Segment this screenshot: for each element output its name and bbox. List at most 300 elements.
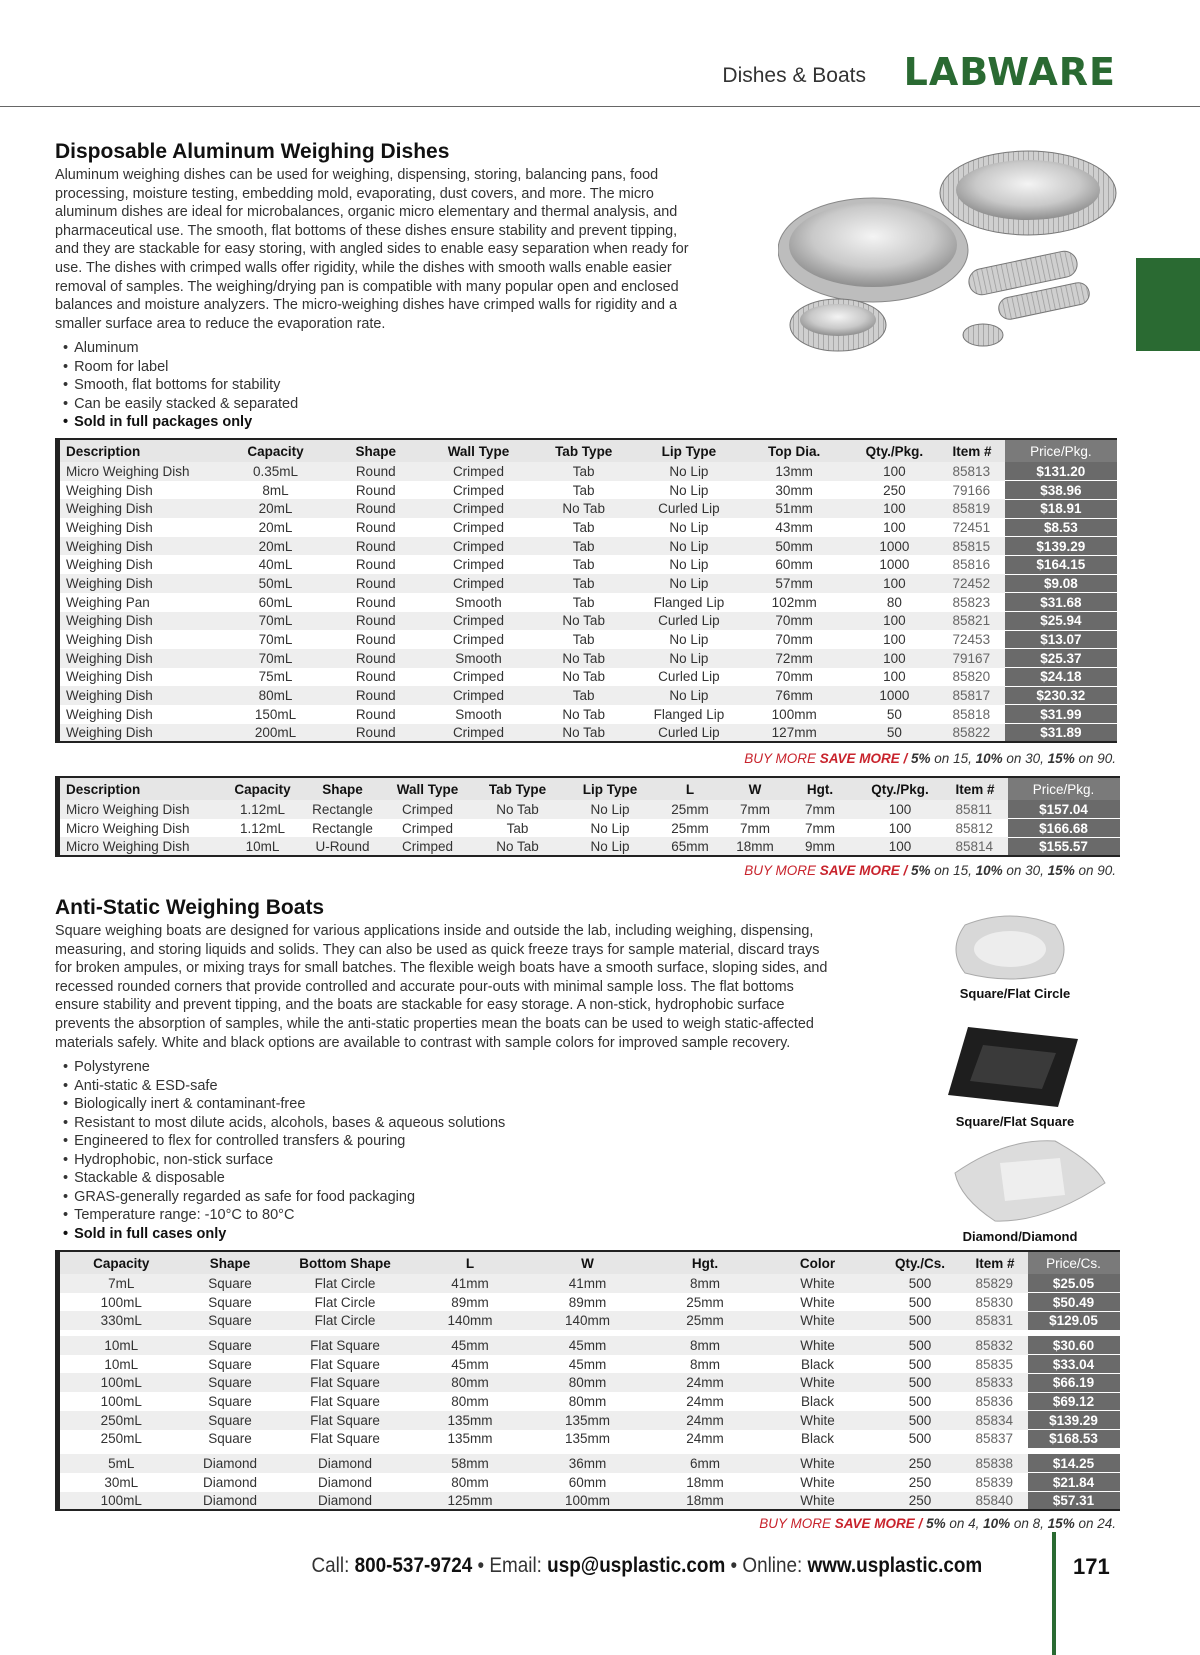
section-subtitle: Dishes & Boats [722, 64, 866, 87]
table-cell: Square [183, 1411, 278, 1430]
table-cell: $31.89 [1005, 724, 1117, 743]
table-cell: Flanged Lip [653, 594, 725, 610]
table-cell: Round [328, 499, 423, 518]
table-cell: 76mm [744, 686, 844, 705]
table-row [58, 574, 1118, 593]
table-cell: No Lip [563, 800, 658, 819]
table-cell: 43mm [775, 519, 813, 535]
table-row [58, 481, 1118, 500]
table-cell: Diamond [278, 1492, 413, 1511]
table-cell: Tab [572, 632, 595, 648]
table-cell: White [763, 1411, 873, 1430]
weighing-boats-table [55, 1250, 1120, 1511]
table-cell: Round [355, 706, 396, 722]
table-cell: 30mm [775, 482, 813, 498]
table-cell: 100mL [100, 1294, 142, 1310]
table-cell: U-Round [303, 837, 383, 856]
table-cell: Round [328, 574, 423, 593]
table-row [58, 1274, 1120, 1293]
page-number: 171 [1073, 1554, 1110, 1579]
table-cell: 250 [873, 1454, 968, 1473]
phone-number[interactable]: 800-537-9724 [354, 1554, 473, 1577]
table-cell: 500 [908, 1294, 932, 1310]
feature-bullet: • Aluminum [63, 339, 298, 358]
buy-more-text: BUY MORE [759, 1516, 835, 1531]
table-cell: 135mm [447, 1431, 493, 1447]
buy-more-text: / [899, 751, 912, 766]
table-cell: 13mm [744, 462, 844, 481]
table-cell: 36mm [528, 1454, 648, 1473]
table-cell: White [763, 1311, 873, 1330]
table-cell: 85838 [968, 1454, 1028, 1473]
feature-bullet: • Can be easily stacked & separated [63, 395, 298, 414]
table-cell: 140mm [413, 1311, 528, 1330]
table-cell: No Lip [634, 462, 744, 481]
table-cell: 70mL [223, 612, 328, 631]
table-cell: 85811 [948, 800, 1008, 819]
table-row [58, 518, 1118, 537]
column-header: Tab Type [534, 439, 634, 462]
table-cell: 25mm [671, 820, 709, 836]
table-cell: Square [183, 1274, 278, 1293]
table-cell: Weighing Dish [66, 632, 153, 648]
table-row [58, 555, 1118, 574]
table-cell: 100 [883, 632, 906, 648]
table-cell: Weighing Dish [58, 649, 223, 668]
table-cell: 100 [853, 800, 948, 819]
table-cell: 45mm [451, 1356, 489, 1372]
buy-more-text: on 90. [1074, 863, 1116, 878]
description-line: balances and moisture analyzers. The micro-weighing dishes have crimped walls for rigidity and a [55, 297, 678, 314]
table-cell: 85819 [945, 499, 1005, 518]
table-cell: 70mL [258, 632, 293, 648]
buy-more-text: on 24. [1074, 1516, 1116, 1531]
column-header: Capacity [58, 1251, 183, 1274]
buy-more-text: 15% [1047, 751, 1075, 766]
table-cell: $129.05 [1028, 1311, 1120, 1330]
table-cell: No Lip [634, 686, 744, 705]
table-cell: 1000 [879, 557, 910, 573]
table-cell: 250 [883, 482, 906, 498]
table-cell: Square [183, 1311, 278, 1330]
table-cell: White [763, 1454, 873, 1473]
table-cell: No Tab [534, 499, 634, 518]
table-cell: Round [328, 724, 423, 743]
buy-more-text: / [914, 1516, 927, 1531]
table-cell: 1000 [844, 537, 944, 556]
table-cell: 72451 [952, 519, 991, 535]
description-line: for broken ampules, or mixing trays for small batches. The flexible weigh boats have a smooth surface, sloping sides, and [55, 960, 828, 977]
table-cell: Round [355, 557, 396, 573]
column-header: Price/Pkg. [1008, 777, 1120, 800]
table-cell: Diamond [202, 1474, 258, 1490]
table-row [58, 1392, 1120, 1411]
table-cell: Square [183, 1336, 278, 1355]
table-cell: 7mm [723, 800, 788, 819]
column-header: Item # [945, 439, 1005, 462]
table-cell: No Lip [669, 519, 709, 535]
table-cell: Flanged Lip [653, 706, 725, 722]
table-cell: 58mm [413, 1454, 528, 1473]
table-cell: Crimped [452, 519, 504, 535]
table-cell: Flat Circle [314, 1294, 376, 1310]
table-cell: 50mL [223, 574, 328, 593]
table-cell: White [763, 1373, 873, 1392]
table-cell: 85815 [945, 537, 1005, 556]
black-flat-square-boat-photo [938, 1017, 1088, 1117]
table-row [58, 837, 1120, 856]
table-cell: 70mm [744, 612, 844, 631]
table-cell: Weighing Dish [58, 574, 223, 593]
table-cell: $8.53 [1005, 518, 1117, 537]
column-header: Capacity [223, 439, 328, 462]
table-cell: $25.37 [1005, 649, 1117, 668]
table-cell: 57mm [744, 574, 844, 593]
table-cell: $38.96 [1005, 481, 1117, 500]
table-cell: 85812 [955, 820, 994, 836]
table-cell: Flat Square [278, 1336, 413, 1355]
column-header: Capacity [223, 777, 303, 800]
section-tab-marker [1136, 258, 1200, 351]
table-cell: Round [355, 519, 396, 535]
column-header: Lip Type [634, 439, 744, 462]
table-cell: Micro Weighing Dish [58, 837, 223, 856]
feature-bullet: • Room for label [63, 358, 298, 377]
table-cell: Crimped [423, 574, 533, 593]
table-cell: 20mL [223, 537, 328, 556]
description-line: materials safely. White and black options are available to contrast with sample colors for improved sample recovery. [55, 1034, 791, 1051]
feature-bullet-bold: • Sold in full packages only [63, 413, 298, 432]
table-cell: 8mm [690, 1356, 720, 1372]
table-cell: Diamond [183, 1492, 278, 1511]
table-cell: $9.08 [1005, 574, 1117, 593]
table-cell: $139.29 [1028, 1411, 1120, 1430]
table-cell: Crimped [423, 537, 533, 556]
column-header: Qty./Pkg. [853, 777, 948, 800]
table-cell: 85833 [968, 1373, 1028, 1392]
table-cell: 80mm [451, 1393, 489, 1409]
table-cell: 100 [883, 669, 906, 685]
weighing-boats-features [63, 1058, 505, 1243]
table-cell: White [800, 1474, 835, 1490]
table-row [58, 705, 1118, 724]
buy-more-text: 10% [975, 863, 1003, 878]
table-cell: Diamond [183, 1454, 278, 1473]
table-cell: 40mL [258, 557, 293, 573]
online-label: • Online: [725, 1554, 808, 1577]
feature-bullet: • Temperature range: -10°C to 80°C [63, 1206, 505, 1225]
table-cell: 250 [908, 1474, 932, 1490]
table-cell: Crimped [401, 820, 453, 836]
column-header: Shape [183, 1251, 278, 1274]
header-divider [0, 106, 1200, 107]
table-cell: Weighing Dish [66, 557, 153, 573]
table-cell: 500 [908, 1393, 932, 1409]
table-cell: 79166 [952, 482, 991, 498]
table-cell: $131.20 [1005, 462, 1117, 481]
table-row [58, 819, 1120, 838]
column-header: Wall Type [423, 439, 533, 462]
table-cell: Tab [572, 557, 595, 573]
table-cell: 41mm [413, 1274, 528, 1293]
table-cell: Crimped [452, 632, 504, 648]
table-cell: Crimped [452, 482, 504, 498]
table-cell: $13.07 [1005, 630, 1117, 649]
column-header: Hgt. [648, 1251, 763, 1274]
table-cell: 100 [844, 612, 944, 631]
table-cell: $50.49 [1028, 1293, 1120, 1312]
table-cell: 85834 [968, 1411, 1028, 1430]
table-cell: Tab [572, 482, 595, 498]
table-cell: 89mm [451, 1294, 489, 1310]
column-header: Top Dia. [744, 439, 844, 462]
table-cell: 60mm [568, 1474, 607, 1490]
column-header: W [528, 1251, 648, 1274]
table-cell: Smooth [423, 649, 533, 668]
table-cell: 140mm [528, 1311, 648, 1330]
table-cell: $168.53 [1028, 1430, 1120, 1449]
buy-more-text: BUY MORE [744, 863, 820, 878]
table-row [58, 1492, 1120, 1511]
table-row [58, 1293, 1120, 1312]
column-header: Description [58, 777, 223, 800]
table-cell: 24mm [686, 1393, 724, 1409]
table-cell: Square [208, 1294, 252, 1310]
table-cell: No Tab [473, 800, 563, 819]
table-cell: Curled Lip [634, 612, 744, 631]
boat-caption-1: Square/Flat Circle [959, 986, 1071, 1001]
table-row [58, 1473, 1120, 1492]
table-cell: 100 [883, 519, 906, 535]
table-cell: Tab [534, 686, 634, 705]
table-row [58, 499, 1118, 518]
table-cell: Diamond [317, 1474, 373, 1490]
white-flat-circle-boat-photo [945, 905, 1075, 985]
table-cell: 127mm [744, 724, 844, 743]
white-diamond-boat-photo [945, 1133, 1110, 1228]
table-cell: 135mm [528, 1411, 648, 1430]
table-cell: Black [800, 1393, 834, 1409]
table-cell: 45mm [568, 1356, 607, 1372]
table-cell: 25mm [686, 1294, 724, 1310]
table-cell: 500 [873, 1411, 968, 1430]
table-cell: 135mm [564, 1431, 610, 1447]
table-cell: $155.57 [1008, 837, 1120, 856]
table-cell: Flat Circle [278, 1274, 413, 1293]
table-cell: 50 [844, 724, 944, 743]
buy-more-text: / [899, 863, 912, 878]
table-cell: 1.12mL [223, 800, 303, 819]
description-line: recessed rounded corners that provide controlled and accurate pour-outs with minimal sample loss. The flat bottoms [55, 978, 794, 995]
buy-more-text: on 15, [930, 751, 976, 766]
table-cell: No Tab [534, 649, 634, 668]
column-header: Description [58, 439, 223, 462]
table-cell: 85822 [945, 724, 1005, 743]
buy-more-text: BUY MORE [744, 751, 820, 766]
table-cell: Crimped [383, 837, 473, 856]
table-cell: White [800, 1294, 835, 1310]
table-cell: White [763, 1492, 873, 1511]
table-cell: 24mm [686, 1431, 724, 1447]
table-row [58, 724, 1118, 743]
table-cell: Crimped [423, 612, 533, 631]
micro-dishes-table [55, 776, 1120, 857]
table-cell: No Lip [634, 537, 744, 556]
table-cell: 60mL [258, 594, 293, 610]
column-header: Qty./Pkg. [844, 439, 944, 462]
table-cell: No Lip [669, 482, 709, 498]
table-cell: Tab [534, 462, 634, 481]
table-cell: Curled Lip [634, 499, 744, 518]
table-cell: Black [800, 1356, 834, 1372]
table-row [58, 1454, 1120, 1473]
table-cell: $33.04 [1028, 1355, 1120, 1374]
feature-bullet: • GRAS-generally regarded as safe for food packaging [63, 1188, 505, 1207]
buy-more-text: 5% [911, 863, 931, 878]
buy-more-text: on 30, [1002, 751, 1048, 766]
table-cell: 24mm [648, 1411, 763, 1430]
table-cell: Rectangle [312, 820, 373, 836]
table-cell: White [763, 1336, 873, 1355]
table-cell: Smooth [455, 706, 502, 722]
table-cell: 500 [908, 1431, 932, 1447]
table-cell: 102mm [771, 594, 817, 610]
table-cell: 85840 [968, 1492, 1028, 1511]
table-cell: No Lip [634, 574, 744, 593]
table-cell: 75mL [258, 669, 293, 685]
table-cell: Crimped [423, 462, 533, 481]
column-header: Tab Type [473, 777, 563, 800]
table-cell: Crimped [423, 499, 533, 518]
table-cell: 85821 [945, 612, 1005, 631]
description-line: smaller surface area to reduce the evaporation rate. [55, 315, 386, 332]
table-cell: Round [328, 537, 423, 556]
table-row [58, 630, 1118, 649]
table-cell: No Lip [669, 557, 709, 573]
table-cell: Weighing Pan [66, 594, 150, 610]
table-cell: 72452 [945, 574, 1005, 593]
table-row [58, 593, 1118, 612]
buy-more-text: on 8, [1010, 1516, 1048, 1531]
buy-more-text: SAVE MORE [819, 751, 900, 766]
table-cell: Crimped [452, 669, 504, 685]
table-cell: Weighing Dish [58, 612, 223, 631]
column-header: Shape [328, 439, 423, 462]
table-cell: 8mm [648, 1336, 763, 1355]
table-cell: Round [355, 632, 396, 648]
table-cell: Round [355, 594, 396, 610]
table-cell: 0.35mL [223, 462, 328, 481]
feature-bullet: • Stackable & disposable [63, 1169, 505, 1188]
table-cell: 20mL [258, 519, 293, 535]
table-cell: 50mm [744, 537, 844, 556]
table-cell: 30mL [104, 1474, 139, 1490]
table-cell: Weighing Dish [66, 706, 153, 722]
table-cell: 500 [908, 1356, 932, 1372]
table-cell: 7mm [740, 820, 770, 836]
table-cell: 25mm [648, 1311, 763, 1330]
table-cell: 100mm [771, 706, 817, 722]
table-cell: Square [208, 1393, 252, 1409]
column-header: Item # [948, 777, 1008, 800]
column-header: Price/Cs. [1028, 1251, 1120, 1274]
column-header: Color [763, 1251, 873, 1274]
table-cell: 70mL [223, 649, 328, 668]
table-cell: Square [208, 1356, 252, 1372]
table-cell: 41mm [528, 1274, 648, 1293]
table-cell: 25mm [658, 800, 723, 819]
table-cell: Round [328, 462, 423, 481]
table-row [58, 1311, 1120, 1330]
table-cell: 85836 [975, 1393, 1014, 1409]
weighing-boats-title: Anti-Static Weighing Boats [55, 896, 325, 919]
table-cell: Square [208, 1431, 252, 1447]
table-cell: $25.94 [1005, 612, 1117, 631]
table-cell: 18mm [648, 1492, 763, 1511]
column-header: Lip Type [563, 777, 658, 800]
table-cell: 500 [873, 1336, 968, 1355]
table-cell: Weighing Dish [58, 537, 223, 556]
table-cell: 80mm [568, 1393, 607, 1409]
table-cell: 200mL [223, 724, 328, 743]
table-cell: No Lip [634, 649, 744, 668]
boat-caption-2: Square/Flat Square [955, 1114, 1075, 1129]
table-cell: White [763, 1274, 873, 1293]
table-cell: 10mL [223, 837, 303, 856]
buy-more-text: 15% [1047, 863, 1075, 878]
table-row [58, 800, 1120, 819]
aluminum-dishes-description [55, 166, 775, 333]
description-line: ensure stability and prevent tipping, and the boats are stackable for easy storage. A non-stick, hydrophobic surface [55, 997, 785, 1014]
table-cell: 100 [844, 649, 944, 668]
table-cell: 6mm [648, 1454, 763, 1473]
table-cell: 10mL [58, 1336, 183, 1355]
table-row [58, 1336, 1120, 1355]
table-cell: 85823 [952, 594, 991, 610]
table-cell: $157.04 [1008, 800, 1120, 819]
table-cell: No Tab [473, 837, 563, 856]
table-cell: 100mL [100, 1393, 142, 1409]
table-cell: 79167 [945, 649, 1005, 668]
table-cell: 100 [844, 462, 944, 481]
buy-more-text: on 90. [1074, 751, 1116, 766]
table-cell: 70mm [775, 669, 813, 685]
buy-more-notice-1 [744, 751, 1116, 766]
column-header: Qty./Cs. [873, 1251, 968, 1274]
buy-more-notice-3 [759, 1516, 1116, 1531]
table-cell: $14.25 [1028, 1454, 1120, 1473]
table-cell: 250mL [58, 1411, 183, 1430]
table-cell: 89mm [568, 1294, 607, 1310]
buy-more-text: 10% [975, 751, 1003, 766]
table-cell: $30.60 [1028, 1336, 1120, 1355]
table-cell: 85813 [945, 462, 1005, 481]
website-link[interactable]: www.usplastic.com [807, 1554, 982, 1577]
table-cell: $31.68 [1005, 593, 1117, 612]
table-cell: Tab [572, 519, 595, 535]
table-cell: 150mL [254, 706, 297, 722]
table-cell: 7mm [788, 800, 853, 819]
table-cell: Diamond [278, 1454, 413, 1473]
table-cell: Smooth [455, 594, 502, 610]
table-cell: $31.99 [1005, 705, 1117, 724]
email-address[interactable]: usp@usplastic.com [546, 1554, 726, 1577]
table-cell: 72453 [952, 632, 991, 648]
table-cell: Weighing Dish [58, 686, 223, 705]
feature-bullet: • Anti-static & ESD-safe [63, 1077, 505, 1096]
table-cell: Weighing Dish [66, 669, 153, 685]
table-cell: No Lip [590, 820, 630, 836]
